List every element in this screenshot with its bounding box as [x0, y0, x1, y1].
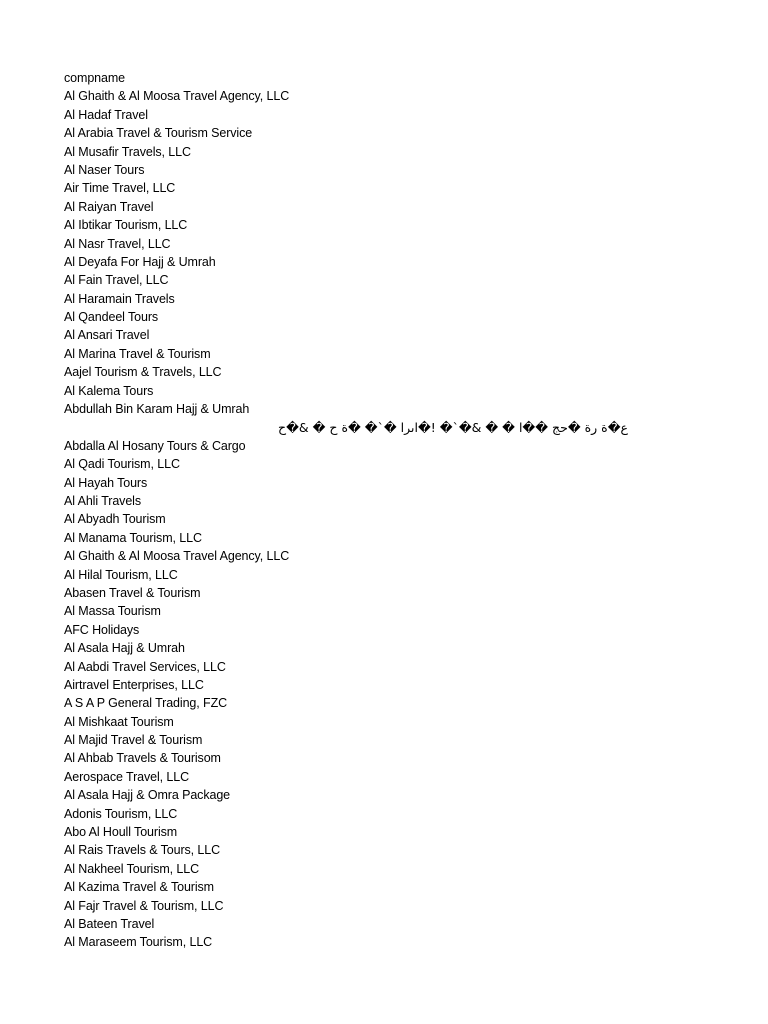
company-row: Al Maraseem Tourism, LLC [64, 935, 213, 950]
company-row: Al Naser Tours [64, 162, 145, 177]
company-row: Aerospace Travel, LLC [64, 769, 190, 784]
company-row: Al Mishkaat Tourism [64, 714, 174, 729]
company-row: Airtravel Enterprises, LLC [64, 677, 204, 692]
column-header: compname [64, 71, 126, 85]
company-row: Al Haramain Travels [64, 291, 175, 306]
company-row: A S A P General Trading, FZC [64, 696, 228, 711]
company-row: Air Time Travel, LLC [64, 181, 176, 196]
company-row: Al Ibtikar Tourism, LLC [64, 218, 188, 233]
company-row: Aajel Tourism & Travels, LLC [64, 365, 222, 380]
company-row: Al Ahbab Travels & Tourisom [64, 751, 221, 766]
company-row: Abdullah Bin Karam Hajj & Umrah [64, 402, 250, 417]
garbled-arabic-text-line: ع�ة رة �حج ��ا � � &�`� !�اىرا �`� �ة ح � &�ح [278, 420, 628, 435]
company-row: Al Qandeel Tours [64, 310, 159, 325]
company-row: Adonis Tourism, LLC [64, 806, 178, 821]
company-row: Al Deyafa For Hajj & Umrah [64, 254, 216, 269]
company-row: Abasen Travel & Tourism [64, 585, 201, 600]
company-row: Al Asala Hajj & Omra Package [64, 788, 231, 803]
company-row: Al Raiyan Travel [64, 199, 154, 214]
company-row: Al Hilal Tourism, LLC [64, 567, 178, 582]
company-row: Al Manama Tourism, LLC [64, 530, 202, 545]
company-row: Al Ghaith & Al Moosa Travel Agency, LLC [64, 89, 290, 104]
company-row: Al Kazima Travel & Tourism [64, 880, 214, 895]
company-row: Al Rais Travels & Tours, LLC [64, 843, 221, 858]
company-row: AFC Holidays [64, 622, 140, 637]
company-row: Al Musafir Travels, LLC [64, 144, 191, 159]
company-row: Al Ghaith & Al Moosa Travel Agency, LLC [64, 549, 290, 564]
company-row: Al Nakheel Tourism, LLC [64, 861, 200, 876]
company-row: Al Asala Hajj & Umrah [64, 641, 185, 656]
company-row: Al Hadaf Travel [64, 107, 148, 122]
company-row: Abo Al Houll Tourism [64, 825, 178, 840]
company-row: Al Nasr Travel, LLC [64, 236, 171, 251]
company-row: Al Fajr Travel & Tourism, LLC [64, 898, 224, 913]
company-row: Al Qadi Tourism, LLC [64, 457, 180, 472]
company-name-list [64, 69, 704, 952]
company-row: Al Abyadh Tourism [64, 512, 166, 527]
company-row: Al Ahli Travels [64, 493, 142, 508]
company-row: Al Ansari Travel [64, 328, 150, 343]
company-row: Al Fain Travel, LLC [64, 273, 169, 288]
company-row: Al Aabdi Travel Services, LLC [64, 659, 226, 674]
company-row: Abdalla Al Hosany Tours & Cargo [64, 438, 246, 453]
company-row: Al Majid Travel & Tourism [64, 733, 203, 748]
company-row: Al Massa Tourism [64, 604, 161, 619]
company-row: Al Kalema Tours [64, 383, 154, 398]
company-row: Al Hayah Tours [64, 475, 148, 490]
company-row: Al Arabia Travel & Tourism Service [64, 126, 253, 141]
company-row: Al Marina Travel & Tourism [64, 346, 211, 361]
company-row: Al Bateen Travel [64, 916, 155, 931]
